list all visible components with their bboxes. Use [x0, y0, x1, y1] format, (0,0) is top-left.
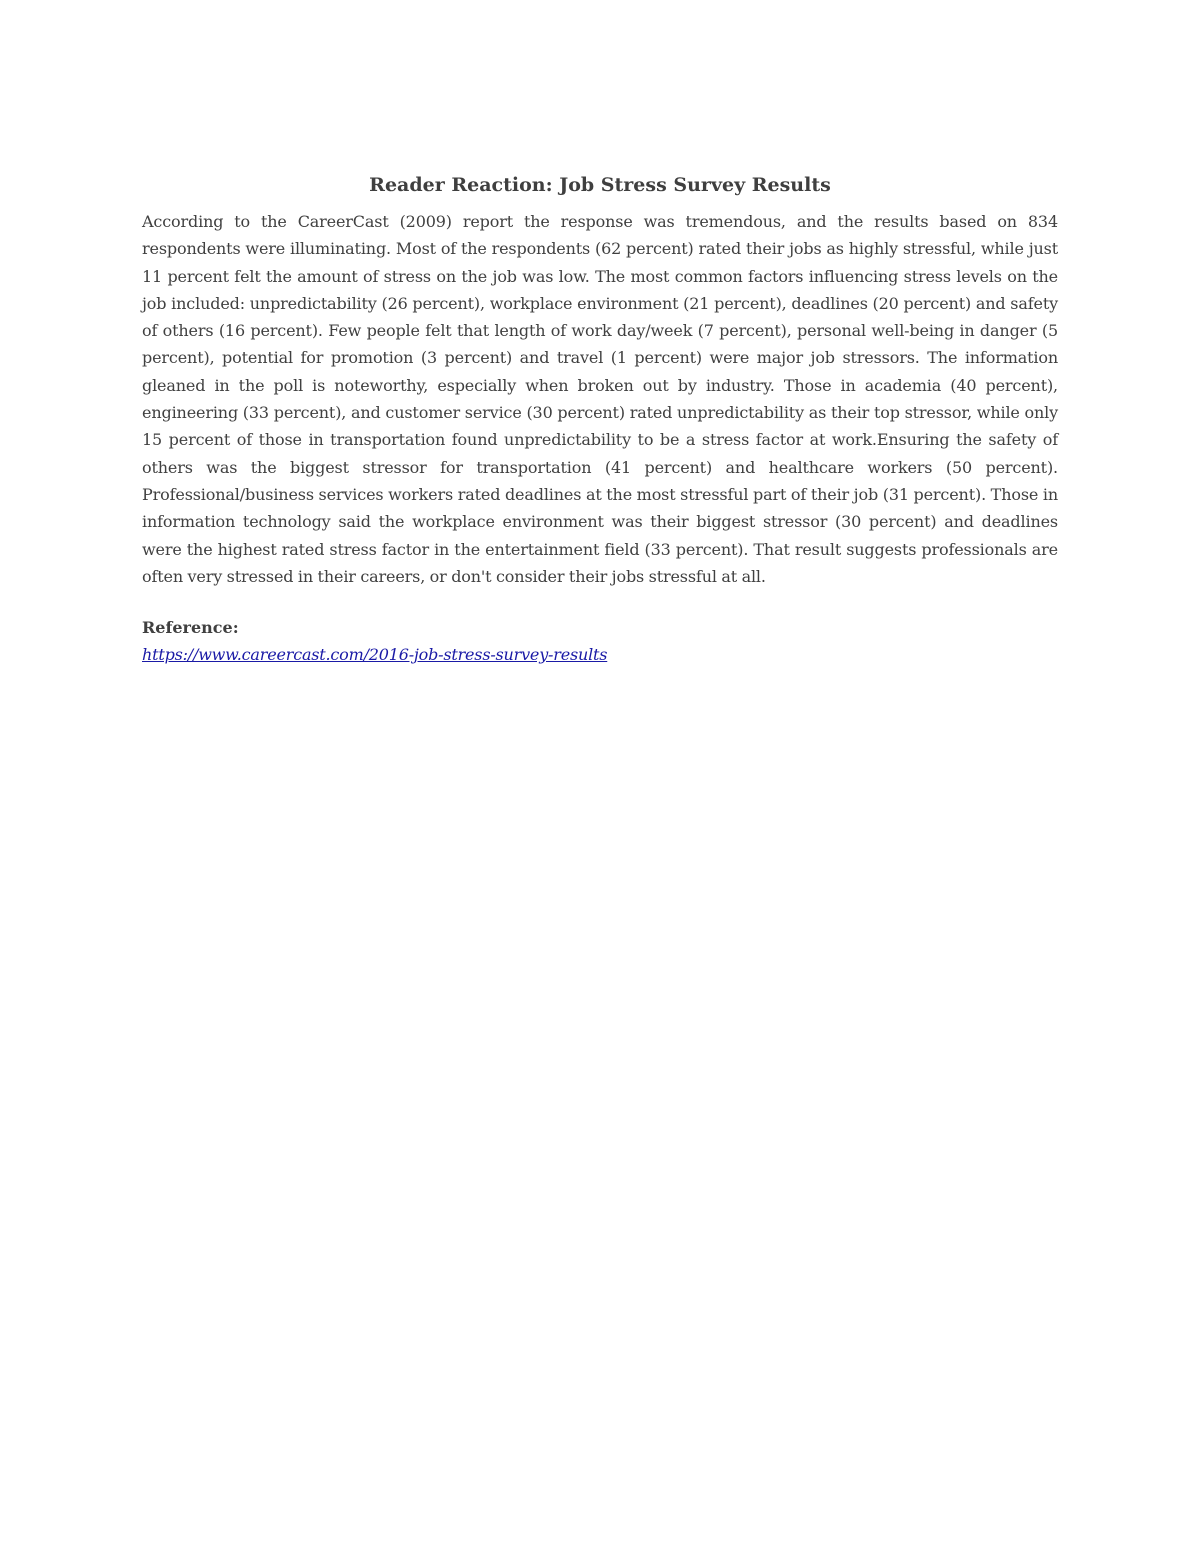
document-body-paragraph: According to the CareerCast (2009) report the response was tremendous, and the results based on 834 respondents were illuminating. Most of the respondents (62 percent) rated their jobs as highly stressful, while just 11 percent felt the amount of stress on the job was low. The most common factors influencing stress levels on the job included: unpredictability (26 percent), workplace environment (21 percent), deadlines (20 percent) and safety of others (16 percent). Few people felt that length of work day/week (7 percent), personal well-being in danger (5 percent), potential for promotion (3 percent) and travel (1 percent) were major job stressors. The information gleaned in the poll is noteworthy, especially when broken out by industry. Those in academia (40 percent), engineering (33 percent), and customer service (30 percent) rated unpredictability as their top stressor, while only 15 percent of those in transportation found unpredictability to be a stress factor at work.Ensuring the safety of others was the biggest stressor for transportation (41 percent) and healthcare workers (50 percent). Professional/business services workers rated deadlines at the most stressful part of their job (31 percent). Those in information technology said the workplace environment was their biggest stressor (30 percent) and deadlines were the highest rated stress factor in the entertainment field (33 percent). That result suggests professionals are often very stressed in their careers, or don't consider their jobs stressful at all.: [142, 212, 1058, 586]
document-page: [142, 170, 1058, 668]
document-title: Reader Reaction: Job Stress Survey Results: [369, 174, 831, 196]
reference-link[interactable]: https://www.careercast.com/2016-job-stress-survey-results: [142, 645, 608, 665]
reference-heading: Reference:: [142, 618, 239, 638]
